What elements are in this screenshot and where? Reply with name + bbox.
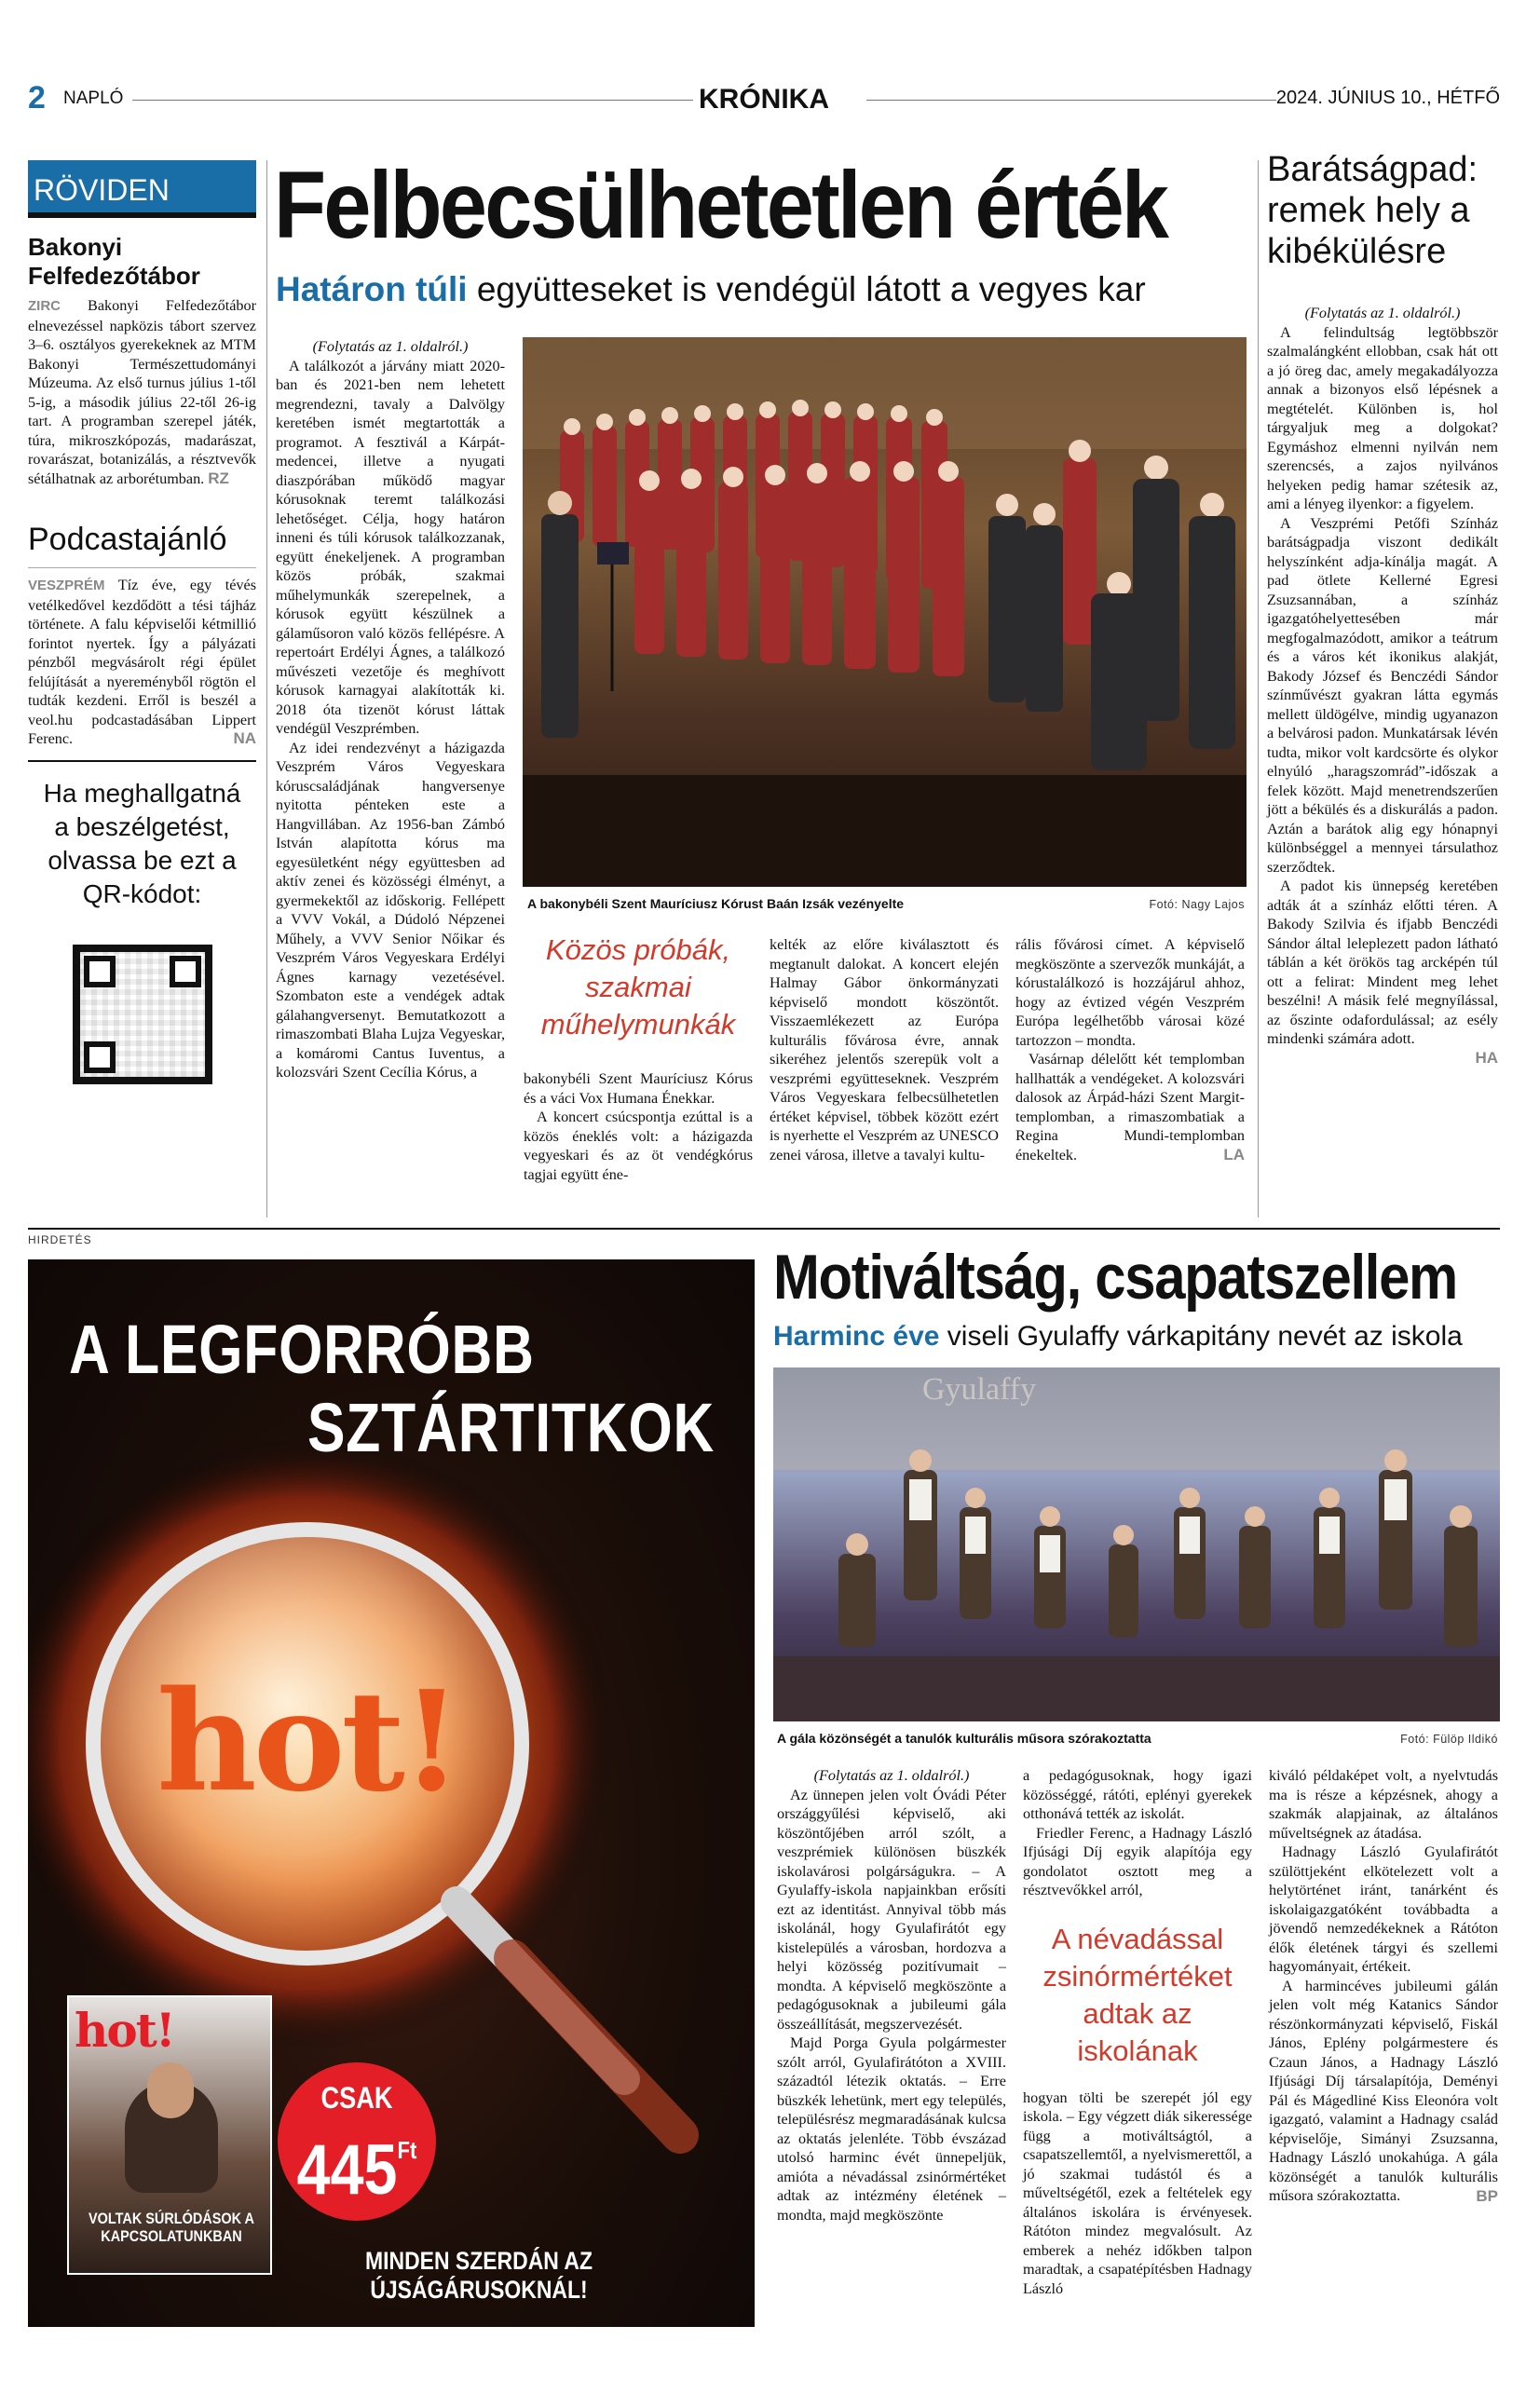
cover-headline: VOLTAK SÚRLÓDÁSOK A KAPCSOLATUNKBAN	[89, 2210, 254, 2245]
article3-col2: a pedagógusoknak, hogy igazi közösséggé, rátóti, eplényi gyerekek otthonává tették az iskolát. Friedler Ferenc, a Hadnagy László Ifjúsági Díj egyik alapítója egy gondolatot osztott meg a résztvevőkkel arról, A névadással zsinórmértéket adtak az iskolának hogyan tölti be szerepét jól egy iskola. – Egy végzett diák sikeressége függ a motiváltságtól, a csapatszellemtől, a nyelvismerettől, a jó szakmai tudástól és a műveltségétől, ezek a feltételek egy általános iskolára is érvényesek. Rátóton mindez megvalósult. Az emberek a nehéz időkben talpon maradtak, a csapatépítésben Hadnagy László	[1023, 1767, 1252, 2297]
article3-title: Motiváltság, csapatszellem	[773, 1242, 1457, 1313]
ad-label: HIRDETÉS	[28, 1233, 92, 1246]
article2-title: Barátságpad: remek hely a kibékülésre	[1267, 150, 1478, 271]
hot-magazine-ad[interactable]	[28, 1259, 755, 2327]
ad-headline-2: SZTÁRTITKOK	[307, 1389, 715, 1466]
sidebar-label: RÖVIDEN	[28, 160, 256, 218]
section-title: KRÓNIKA	[699, 84, 829, 115]
article1-col4: rális fővárosi címet. A képviselő megköszönte a szervezők munkáját, a kórustalálkozó is hozzájárul ahhoz, hogy az évtized végén Veszprém Európa legélhetőbb városai közé tartozzon – mondta. Vasárnap délelőtt két templomban hallhatták a vendégeket. A kolozsvári dalosok az Árpád-házi Szent Margit-templomban, a rimaszombatiak a Regina Mundi-templomban énekeltek. LA	[1015, 936, 1245, 1163]
gala-photo-credit: Fotó: Fülöp Ildikó	[1400, 1733, 1498, 1746]
news-body-podcast: VESZPRÉM Tíz éve, egy tévés vetélkedővel kezdődött a tési tájház története. A falu képviselői kétmillió forintot nyertek. Így a pályázati pénzből megvásárolt régi épület felújítását a nyereményből rögtön el tudták kezdeni. Erről is beszél a veol.hu podcastadásában Lippert Ferenc. NA	[28, 577, 256, 747]
price-prefix: CSAK	[320, 2081, 393, 2115]
article1-col1: (Folytatás az 1. oldalról.) A találkozót a járvány miatt 2020-ban és 2021-ben nem lehetett megrendezni, tavaly a Dalvölgy keretében ismét megtartották a programot. A fesztivál a Kárpát-medencei, illetve a nyugati diaszpórában működő magyar kórusoknak teremt találkozási lehetőséget. Célja, hogy határon inneni és túli kórusok találkozzanak, együtt énekeljenek. A programban közös próbák, szakmai műhelymunkák szerepelnek, a kórusok együtt készülnek a gálaműsoron való közös fellépésre. A repertoárt Erdélyi Ágnes, a találkozó művészeti vezetője és meghívott kórusok karnagyai alakították ki. 2018 óta tizenöt kórust láttak vendégül Veszprémben. Az idei rendezvényt a házigazda Veszprém Város Vegyeskara kóruscsaládjának hangversenye nyitotta pénteken este a Hangvillában. Az 1956-ban Zámbó István alapította kórus ma egyesületként négy együttesben ad aktív zenei és közösségi élményt, a gyermekektől az időskorig. Fellépett a VVV Vokál, a Dúdoló Népzenei Műhely, a VVV Senior Nőikar és Veszprém Város Vegyeskara Erdélyi Ágnes karnagy vezetésével. Szombaton este a vendégek adtak gálahangversenyt. Bemutatkozott a rimaszombati Blaha Lujza Vegyeskar, a komáromi Cantus Iuventus, a kolozsvári Szent Cecília Kórus, a	[276, 338, 505, 1081]
article3-pull-quote: A névadással zsinórmértéket adtak az iskolának	[1042, 1922, 1233, 2067]
article1-pull-quote: Közös próbák, szakmai műhelymunkák	[540, 933, 736, 1041]
issue-date: 2024. JÚNIUS 10., HÉTFŐ	[1275, 88, 1500, 108]
choir-photo-caption: A bakonybéli Szent Mauríciusz Kórust Baán Izsák vezényelte	[527, 896, 905, 911]
article1-col3: kelték az előre kiválasztott és megtanult dalokat. A koncert elején Halmay Gábor önkormányzati képviselő mondott köszöntőt. Visszaemlékezett az Európa kulturális fővárosa évre, annak sikeréhez jelentős szerepük volt a veszprémi együtteseknek. Veszprém Város Vegyeskara felbecsülhetetlen értéket képvisel, többek között ezért is nyerhette el Veszprém az UNESCO zenei városa, illetve a tavalyi kultu-	[770, 936, 999, 1163]
news-title-podcast: Podcastajánló	[28, 522, 227, 557]
gala-photo-caption: A gála közönségét a tanulók kulturális műsora szórakoztatta	[777, 1731, 1151, 1746]
price-value: $445^{Ft}$	[296, 2130, 417, 2210]
news-body-felfedezotabor: ZIRC Bakonyi Felfedezőtábor elnevezéssel napközis tábort szervez 3–6. osztályos gyerekeknek az MTM Bakonyi Természettudományi Múzeuma. Az első turnus július 1-től 5-ig, a második július 22-től 26-ig tart. A programban szerepel játék, túra, mikroszkópozás, madarászat, rovarászat, botanizálás, a résztvevők sétálhatnak az arborétumban. RZ	[28, 297, 256, 487]
magazine-cover	[67, 1995, 272, 2275]
price-badge	[278, 2062, 436, 2221]
qr-code[interactable]	[73, 945, 212, 1084]
qr-prompt: Ha meghallgatná a beszélgetést, olvassa be ezt a QR-kódot:	[43, 778, 241, 908]
gala-photo	[773, 1367, 1500, 1721]
article1-subtitle: Határon túli együtteseket is vendégül látott a vegyes kar	[276, 270, 1146, 308]
cover-brand: hot!	[75, 2003, 174, 2058]
page-number: 2	[28, 80, 46, 116]
page-header	[28, 80, 1500, 117]
article3-col1: (Folytatás az 1. oldalról.) Az ünnepen jelen volt Óvádi Péter országgyűlési képviselő, aki köszöntőjében arról szólt, a veszprémiek különösen büszkék iskolavárosi polgárságukra. – A Gyulaffy-iskola napjainkban erősíti ezt az identitást. Annyival több más iskolánál, hogy Gyulafirátót egy kistelepülés a városban, hordozva a helyi közösség pozitívumait – mondta. A képviselő megköszönte a pedagógusoknak a jubileumi gála összeállítását, megszervezését. Majd Porga Gyula polgármester szólt arról, Gyulafirátóton a XVIII. századtól létezik oktatás. – Erre büszkék lehetünk, mert egy település, településrész megmaradásának kulcsa az oktatás jelenléte. Több évszázad utolsó harminc évét ünnepeljük, amióta a névadással zsinórmértéket adtak az intézmény életének – mondta, majd megköszönte	[777, 1767, 1006, 2224]
paper-name: NAPLÓ	[63, 88, 124, 108]
ad-brand-logo: hot!	[157, 1660, 458, 1822]
ad-footer: MINDEN SZERDÁN AZ ÚJSÁGÁRUSOKNÁL!	[365, 2247, 593, 2304]
choir-photo-credit: Fotó: Nagy Lajos	[1149, 898, 1245, 911]
article3-col3: kiváló példaképet volt, a nyelvtudás ma is része a képzésnek, ahogy a szakmák alapjainak, az általános műveltségnek az átadása. Hadnagy László Gyulafirátót szülöttjeként elkötelezett volt a helytörténet iránt, tanárként és iskolaigazgatóként továbbadta a jövendő nemzedékeknek a Rátóton élők életének tárgyi és szellemi hagyományait, értékeit. A harmincéves jubileumi gálán jelen volt még Katanics Sándor részönkormányzati képviselő, Fiskál János, Eplény polgármestere és Czaun János, a Hadnagy László Ifjúsági Díj társalapítója, Deményi Pál és Mágedliné Kiss Eleonóra volt igazgató, valamint a Hadnagy család képviselője, Simányi Zsuzsanna, Hadnagy László unokahúga. A gála közönségét a tanulók kulturális műsora szórakoztatta. BP	[1269, 1767, 1498, 2205]
ad-headline-1: A LEGFORRÓBB	[69, 1311, 535, 1388]
article3-subtitle: Harminc éve viseli Gyulaffy várkapitány nevét az iskola	[773, 1321, 1463, 1352]
article1-col2: bakonybéli Szent Mauríciusz Kórus és a váci Vox Humana Énekkar. A koncert csúcspontja ezúttal is a közös éneklés volt: a házigazda vegyeskari és az öt vendégkórus tagjai együtt éne-	[524, 1070, 753, 1183]
sidebar-roviden	[28, 160, 256, 1220]
article2-body: (Folytatás az 1. oldalról.) A felindultság legtöbbször szalmalángként ellobban, csak hát ott a jó öreg dac, amely megakadályozza annak a bizonyos első lépésnek a megtételét. Különben is, hol tárgyaljuk meg a dolgokat? Egymáshoz elmenni nyilván nem szerencsés, a zajos nyilvános helyeken pedig hamar szétesik az, ami a lényeg ilyenkor: a figyelem. A Veszprémi Petőfi Színház barátságpadja viszont dedikált helyszínként adja-kínálja magát. A pad ötlete Kellerné Egresi Zsuzsannában, a színház igazgatóhelyettesében már megfogalmazódott, amikor a teátrum és a város két ikonikus alakját, Bakody József és Benczédi Sándor színművészt gyakran látta egymás mellett üldögélve, mindig ugyanazon a belvárosi padon. Munkatársak lévén tudta, mikor volt kardcsörte és olykor elnyúló „haragszomrád”-időszak a felek között. Majd menetrendszerűen jött a békülés és a diskurálás a padon. Aztán a barátok alig egy hónapnyi különbséggel a mennyei társulathoz szerződtek. A padot kis ünnepség keretében adták át a színház előtti téren. A Bakody Szilvia és ifjabb Benczédi Sándor által leleplezett padon látható táblán a két örökös tag arcképén túl ott a felirat: Mindent meg lehet beszélni! A másik felé megnyílással, az őszinte odafordulással; az esély mindenki számára adott. HA	[1267, 305, 1498, 1067]
svg-text:Gyulaffy: Gyulaffy	[922, 1372, 1037, 1407]
news-title-felfedezotabor: Bakonyi Felfedezőtábor	[28, 233, 200, 290]
article1-title: Felbecsülhetetlen érték	[274, 152, 1167, 258]
choir-photo	[523, 337, 1247, 887]
